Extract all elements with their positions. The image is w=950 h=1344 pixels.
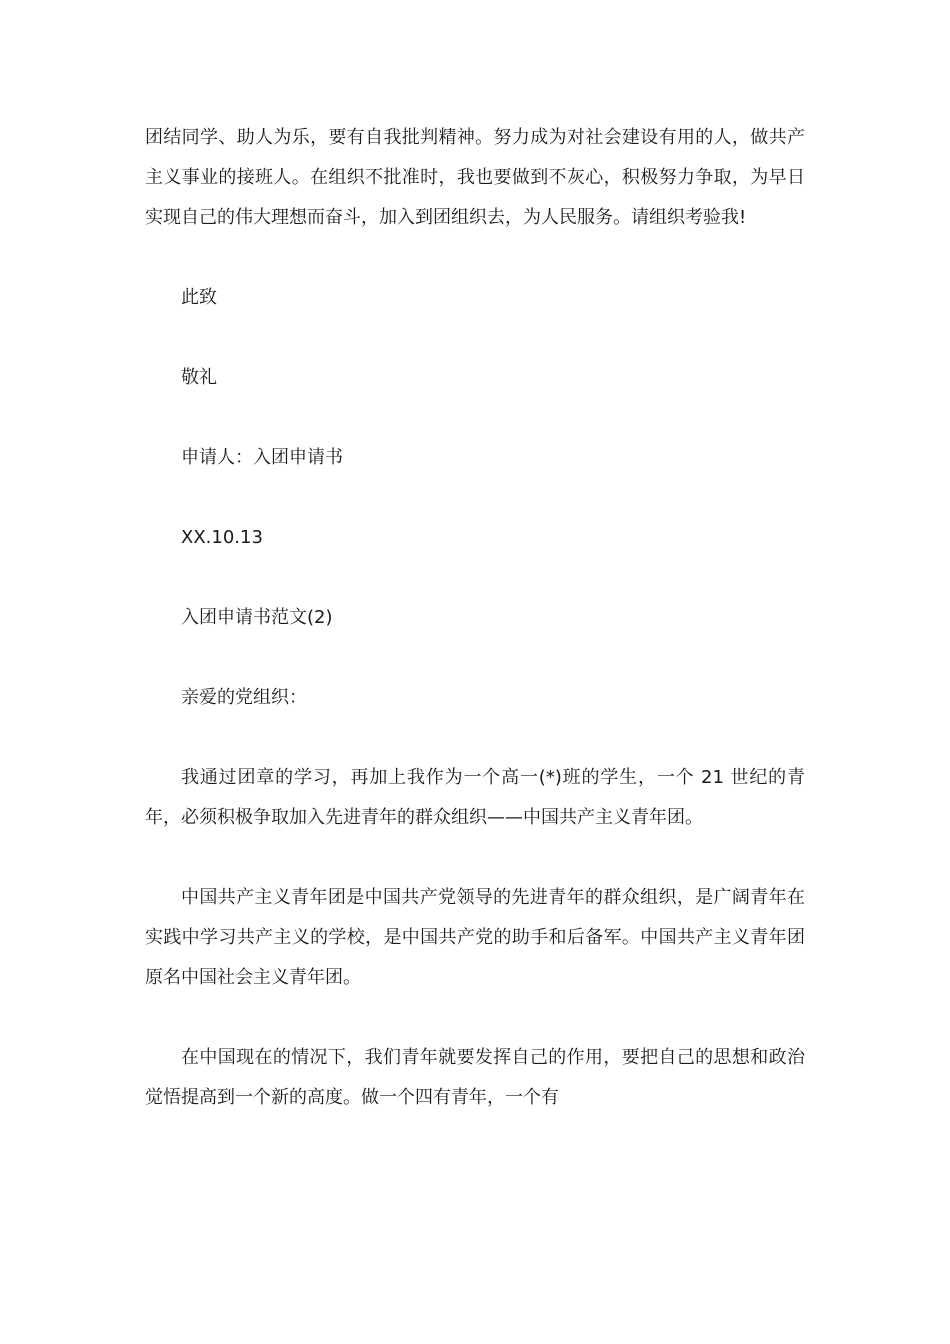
date-line: XX.10.13 [181,527,263,548]
document-body [145,118,805,1118]
paragraph-study: 我通过团章的学习，再加上我作为一个高一(*)班的学生，一个 21 世纪的青年，必须积极争取加入先进青年的群众组织——中国共产主义青年团。 [145,767,805,828]
greeting-line: 亲爱的党组织： [181,687,307,708]
salutation-cizhi: 此致 [181,287,217,308]
section-title: 入团申请书范文(2) [181,607,333,628]
applicant-line: 申请人：入团申请书 [181,447,343,468]
paragraph-current-situation: 在中国现在的情况下，我们青年就要发挥自己的作用，要把自己的思想和政治觉悟提高到一个新的高度。做一个四有青年，一个有 [145,1047,805,1108]
paragraph-continuation: 团结同学、助人为乐，要有自我批判精神。努力成为对社会建设有用的人，做共产主义事业的接班人。在组织不批准时，我也要做到不灰心，积极努力争取，为早日实现自己的伟大理想而奋斗，加入到团组织去，为人民服务。请组织考验我! [145,127,805,228]
salutation-jingli: 敬礼 [181,367,217,388]
paragraph-league-intro: 中国共产主义青年团是中国共产党领导的先进青年的群众组织，是广阔青年在实践中学习共产主义的学校，是中国共产党的助手和后备军。中国共产主义青年团原名中国社会主义青年团。 [145,887,805,988]
